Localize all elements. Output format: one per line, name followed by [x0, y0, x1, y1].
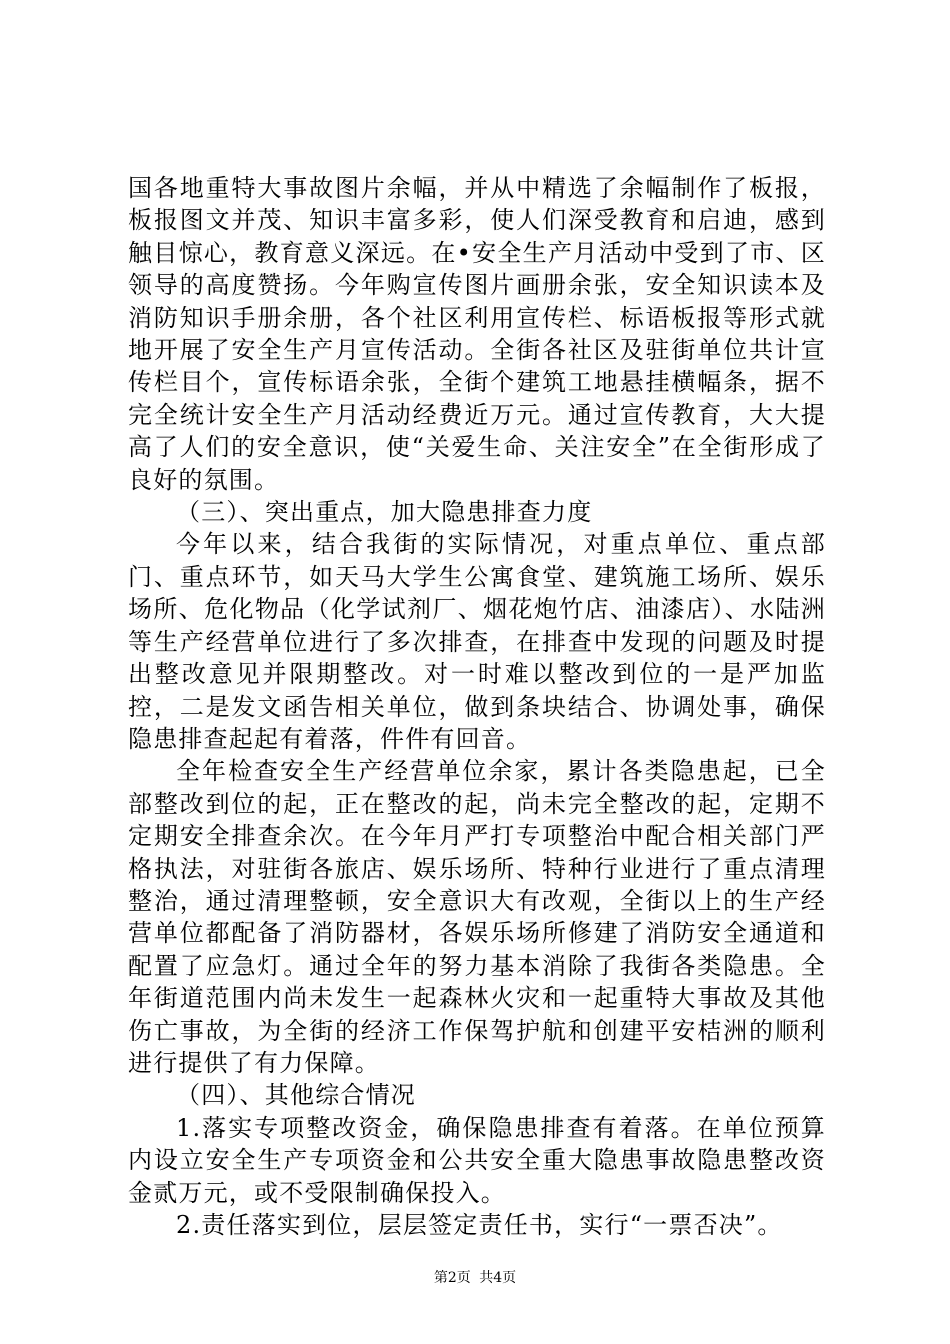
paragraph-annual-inspection: 全年检查安全生产经营单位余家，累计各类隐患起，已全部整改到位的起，正在整改的起，尚未完全整改的起，定期不定期安全排查余次。在今年月严打专项整治中配合相关部门严格执法，对驻街各旅店、娱乐场所、特种行业进行了重点清理整治，通过清理整顿，安全意识大有改观，全街以上的生产经营单位都配备了消防器材，各娱乐场所修建了消防安全通道和配置了应急灯。通过全年的努力基本消除了我街各类隐患。全年街道范围内尚未发生一起森林火灾和一起重特大事故及其他伤亡事故，为全街的经济工作保驾护航和创建平安桔洲的顺利进行提供了有力保障。 [128, 757, 826, 1077]
paragraph-hazard-inspection: 今年以来，结合我街的实际情况，对重点单位、重点部门、重点环节，如天马大学生公寓食堂、建筑施工场所、娱乐场所、危化物品（化学试剂厂、烟花炮竹店、油漆店）、水陆洲等生产经营单位进行了多次排查，在排查中发现的问题及时提出整改意见并限期整改。对一时难以整改到位的一是严加监控，二是发文函告相关单位，做到条块结合、协调处事，确保隐患排查起起有着落，件件有回音。 [128, 530, 826, 753]
page-total: 共4页 [479, 1270, 517, 1286]
page-number: 第2页 [433, 1270, 471, 1286]
section-heading-3: （三）、突出重点，加大隐患排查力度 [176, 498, 593, 527]
paragraph-publicity-continued: 国各地重特大事故图片余幅，并从中精选了余幅制作了板报，板报图文并茂、知识丰富多彩，使人们深受教育和启迪，感到触目惊心，教育意义深远。在•安全生产月活动中受到了市、区领导的高度赞扬。今年购宣传图片画册余张，安全知识读本及消防知识手册余册，各个社区利用宣传栏、标语板报等形式就地开展了安全生产月宣传活动。全街各社区及驻街单位共计宣传栏目个，宣传标语余张，全街个建筑工地悬挂横幅条，据不完全统计安全生产月活动经费近万元。通过宣传教育，大大提高了人们的安全意识，使“关爱生命、关注安全”在全街形成了良好的氛围。 [128, 174, 826, 494]
document-body [128, 172, 826, 1241]
paragraph-item-2-responsibility: 2.责任落实到位，层层签定责任书，实行“一票否决”。 [176, 1211, 783, 1239]
page-footer [0, 1268, 950, 1288]
section-heading-4: （四）、其他综合情况 [176, 1081, 416, 1110]
paragraph-item-1-funds: 1.落实专项整改资金，确保隐患排查有着落。在单位预算内设立安全生产专项资金和公共安全重大隐患事故隐患整改资金贰万元，或不受限制确保投入。 [128, 1113, 826, 1207]
